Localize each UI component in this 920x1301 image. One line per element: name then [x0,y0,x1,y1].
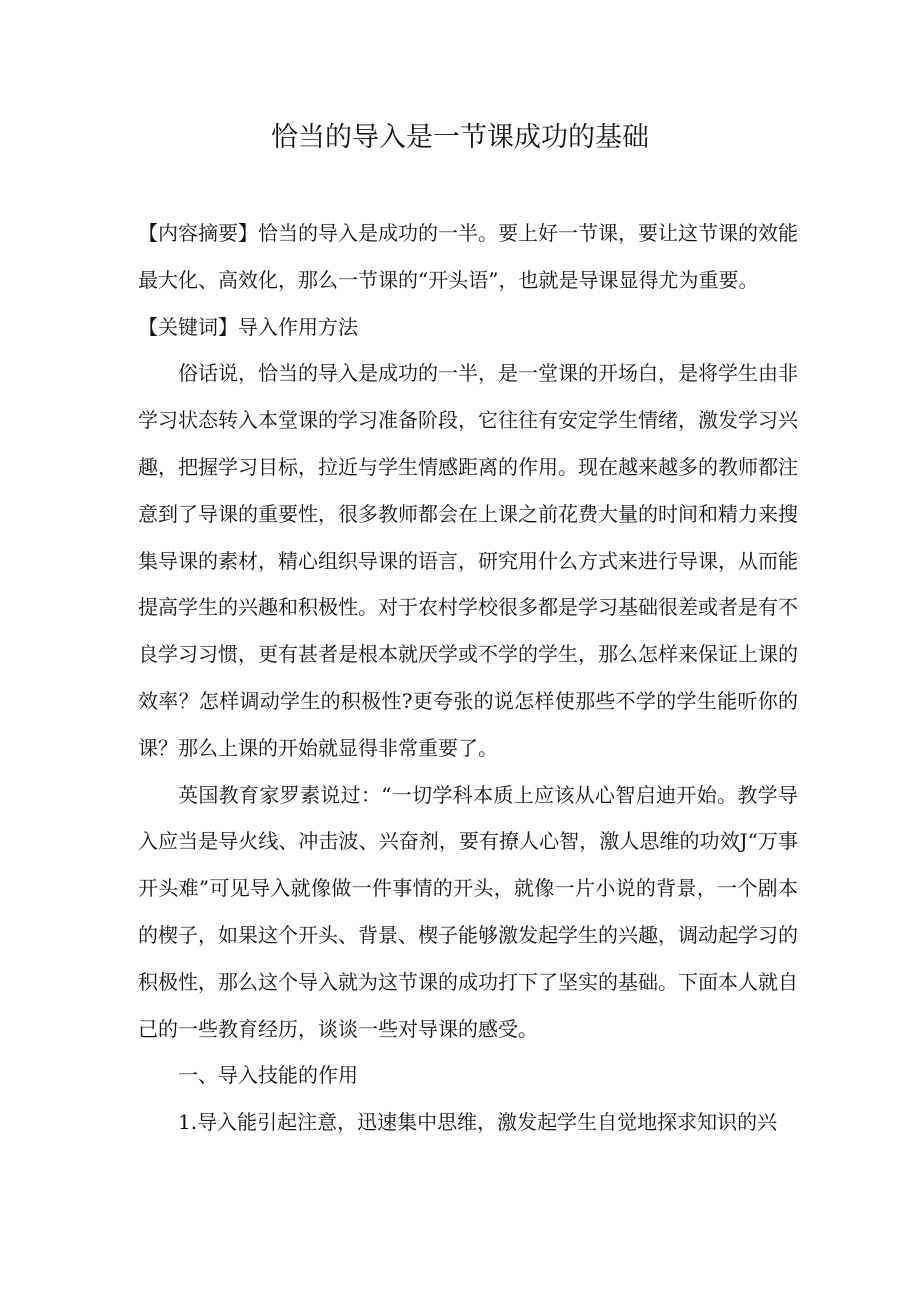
document-body [138,210,798,1146]
abstract-text: 恰当的导入是成功的一半。要上好一节课，要让这节课的效能最大化、高效化，那么一节课的“开头语”，也就是导课显得尤为重要。 [138,221,798,292]
point-1-paragraph: 1.导入能引起注意，迅速集中思维，激发起学生自觉地探求知识的兴 [178,1110,778,1135]
keywords-text: 导入作用方法 [238,314,358,339]
keywords-paragraph [138,304,798,351]
section-heading: 一、导入技能的作用 [178,1063,358,1088]
abstract-label: 【内容摘要】 [138,221,258,245]
document-title: 恰当的导入是一节课成功的基础 [271,122,649,153]
abstract-paragraph [138,210,798,304]
body-paragraph-2: 英国教育家罗素说过：“一切学科本质上应该从心智启迪开始。教学导入应当是导火线、冲击波、兴奋剂，要有撩人心智，激人思维的功效J“万事开头难”可见导入就像做一件事情的开头，就像一片小说的背景，一个剧本的楔子，如果这个开头、背景、楔子能够激发起学生的兴趣，调动起学习的积极性，那么这个导入就为这节课的成功打下了坚实的基础。下面本人就自己的一些教育经历，谈谈一些对导课的感受。 [138,782,798,1041]
keywords-label: 【关键词】 [138,314,238,339]
body-paragraph-1: 俗话说，恰当的导入是成功的一半，是一堂课的开场白，是将学生由非学习状态转入本堂课的学习准备阶段，它往往有安定学生情绪，激发学习兴趣，把握学习目标，拉近与学生情感距离的作用。现在越来越多的教师都注意到了导课的重要性，很多教师都会在上课之前花费大量的时间和精力来搜集导课的素材，精心组织导课的语言，研究用什么方式来进行导课，从而能提高学生的兴趣和积极性。对于农村学校很多都是学习基础很差或者是有不良学习习惯，更有甚者是根本就厌学或不学的学生，那么怎样来保证上课的效率？怎样调动学生的积极性?更夸张的说怎样使那些不学的学生能听你的课？那么上课的开始就显得非常重要了。 [138,361,798,760]
